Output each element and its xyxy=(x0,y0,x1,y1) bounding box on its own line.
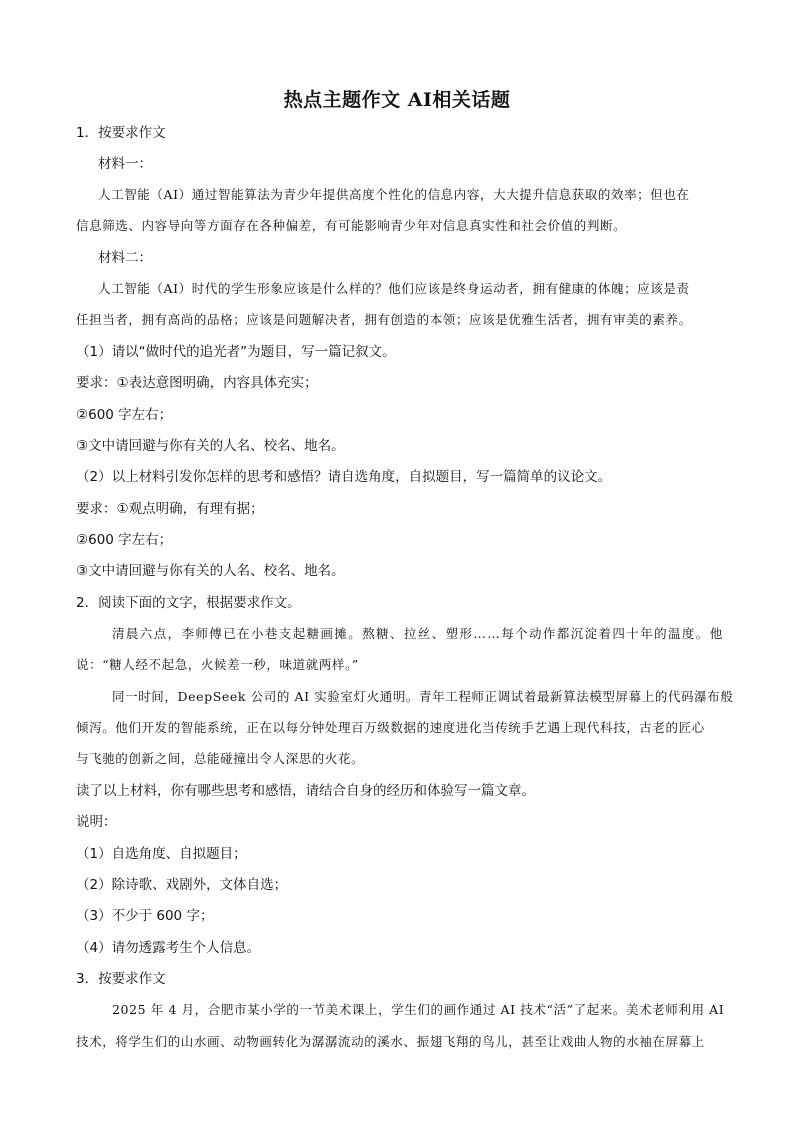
question-3-heading: 3．按要求作文 xyxy=(76,971,166,987)
passage-line: 倾泻。他们开发的智能系统，正在以每分钟处理百万级数据的速度进化当传统手艺遇上现代科技，古老的匠心 xyxy=(76,720,705,735)
note-item: （1）自选角度、自拟题目； xyxy=(76,846,247,862)
prompt-1-requirement: ③文中请回避与你有关的人名、校名、地名。 xyxy=(76,438,345,454)
passage-line: 同一时间，DeepSeek 公司的 AI 实验室灯火通明。青年工程师正调试着最新算法模型屏幕上的代码瀑布般 xyxy=(112,689,734,704)
page-title: 热点主题作文 AI相关话题 xyxy=(283,89,511,111)
prompt-2-requirement: 要求：①观点明确，有理有据； xyxy=(76,501,264,517)
question-1-heading: 1．按要求作文 xyxy=(76,125,166,141)
note-item: （4）请勿透露考生个人信息。 xyxy=(76,940,261,956)
prompt-1: （1）请以“做时代的追光者”为题目，写一篇记叙文。 xyxy=(76,344,396,360)
passage-line: 2025 年 4 月，合肥市某小学的一节美术课上，学生们的画作通过 AI 技术“活”了起来。美术老师利用 AI xyxy=(112,1002,725,1017)
prompt-1-requirement: 要求：①表达意图明确，内容具体充实； xyxy=(76,375,318,391)
prompt-2: （2）以上材料引发你怎样的思考和感悟？请自选角度，自拟题目，写一篇简单的议论文。 xyxy=(76,469,612,485)
material-2-label: 材料二： xyxy=(98,250,152,266)
material-2-line: 任担当者，拥有高尚的品格；应该是问题解决者，拥有创造的本领；应该是优雅生活者，拥有审美的素养。 xyxy=(76,312,692,327)
passage-line: 清晨六点，李师傅已在小巷支起糖画摊。熬糖、拉丝、塑形……每个动作都沉淀着四十年的温度。他 xyxy=(112,626,724,641)
prompt-2-requirement: ③文中请回避与你有关的人名、校名、地名。 xyxy=(76,563,345,579)
passage-line: 与飞驰的创新之间，总能碰撞出令人深思的火花。 xyxy=(76,751,365,766)
material-1-label: 材料一： xyxy=(98,156,152,172)
note-item: （2）除诗歌、戏剧外，文体自选； xyxy=(76,877,288,893)
material-2-line: 人工智能（AI）时代的学生形象应该是什么样的？他们应该是终身运动者，拥有健康的体魄；应该是责 xyxy=(98,281,690,296)
passage-line: 说：“糖人经不起急，火候差一秒，味道就两样。” xyxy=(76,657,359,672)
writing-task: 读了以上材料，你有哪些思考和感悟，请结合自身的经历和体验写一篇文章。 xyxy=(76,783,535,799)
material-1-line: 人工智能（AI）通过智能算法为青少年提供高度个性化的信息内容，大大提升信息获取的效率；但也在 xyxy=(98,187,690,202)
prompt-2-requirement: ②600 字左右； xyxy=(76,532,173,548)
prompt-1-requirement: ②600 字左右； xyxy=(76,407,173,423)
passage-line: 技术，将学生们的山水画、动物画转化为潺潺流动的溪水、振翅飞翔的鸟儿，甚至让戏曲人物的水袖在屏幕上 xyxy=(76,1034,705,1049)
note-item: （3）不少于 600 字； xyxy=(76,908,214,924)
notes-label: 说明： xyxy=(76,814,117,830)
question-2-heading: 2．阅读下面的文字，根据要求作文。 xyxy=(76,595,301,611)
material-1-line: 信息筛选、内容导向等方面存在各种偏差，有可能影响青少年对信息真实性和社会价值的判断。 xyxy=(76,218,627,233)
